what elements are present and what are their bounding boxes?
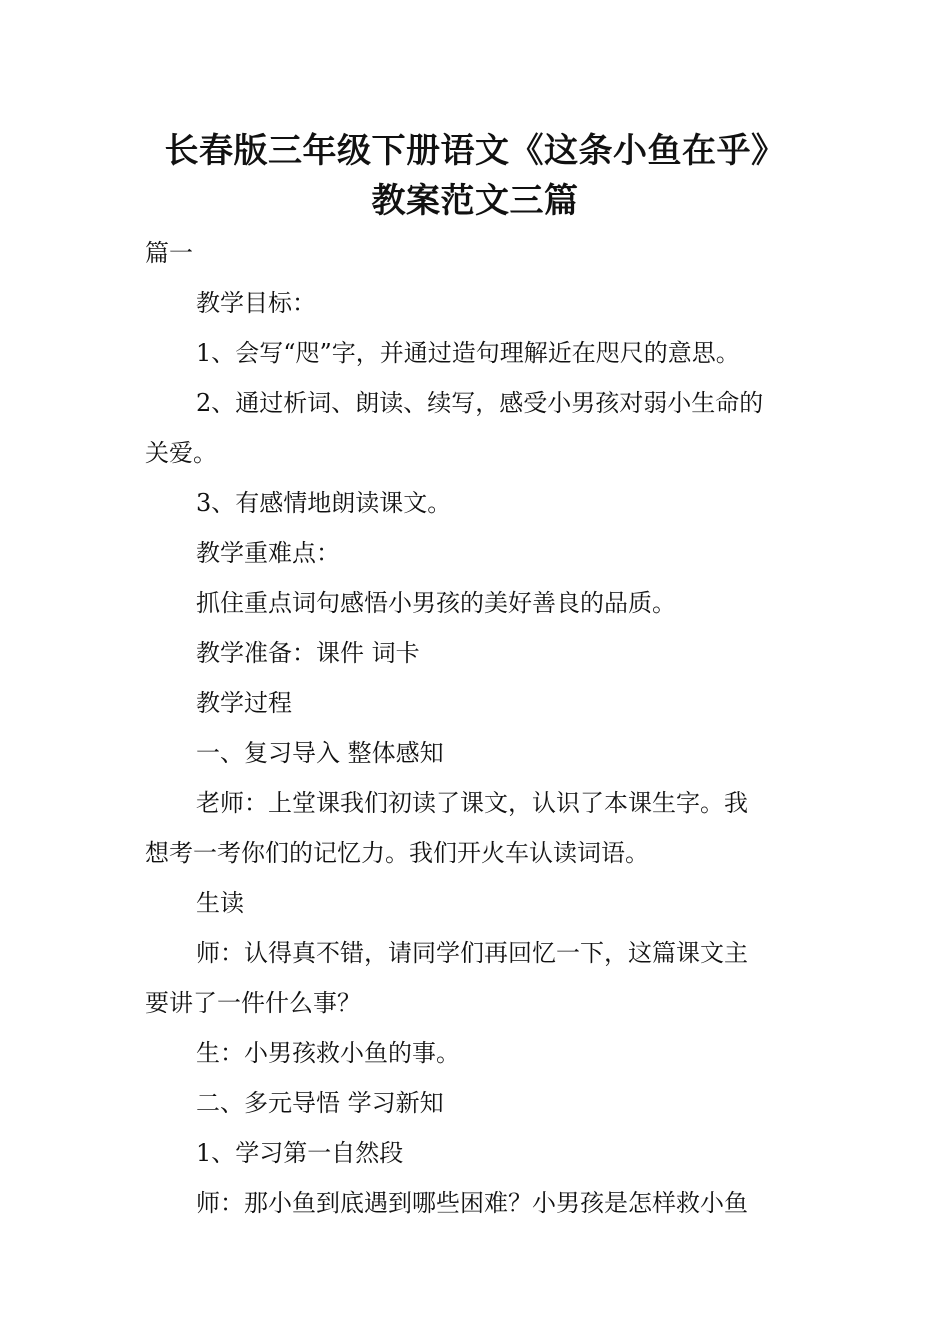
document-title-line-2: 教案范文三篇 [371, 181, 579, 221]
paragraph-line: 生读 [196, 889, 244, 917]
paragraph-line: 关爱。 [145, 439, 217, 467]
paragraph-line: 二、多元导悟 学习新知 [196, 1089, 444, 1117]
paragraph-line: 3、有感情地朗读课文。 [196, 489, 452, 517]
paragraph-line: 教学过程 [196, 689, 292, 717]
paragraph-line: 老师：上堂课我们初读了课文，认识了本课生字。我 [196, 789, 748, 817]
paragraph-line: 要讲了一件什么事？ [145, 989, 361, 1017]
paragraph-line: 1、学习第一自然段 [196, 1139, 404, 1167]
paragraph-line: 教学目标： [196, 289, 316, 317]
paragraph-line: 生：小男孩救小鱼的事。 [196, 1039, 460, 1067]
paragraph-line: 想考一考你们的记忆力。我们开火车认读词语。 [145, 839, 649, 867]
section-heading: 篇一 [145, 239, 193, 267]
paragraph-line: 一、复习导入 整体感知 [196, 739, 444, 767]
paragraph-line: 抓住重点词句感悟小男孩的美好善良的品质。 [196, 589, 676, 617]
paragraph-line: 2、通过析词、朗读、续写，感受小男孩对弱小生命的 [196, 389, 764, 417]
document-body [145, 228, 810, 1228]
paragraph-line: 师：认得真不错，请同学们再回忆一下，这篇课文主 [196, 939, 748, 967]
document-title-line-1: 长春版三年级下册语文《这条小鱼在乎》 [164, 131, 786, 171]
paragraph-line: 教学重难点： [196, 539, 340, 567]
paragraph-line: 1、会写“咫”字，并通过造句理解近在咫尺的意思。 [196, 339, 740, 367]
paragraph-line: 教学准备：课件 词卡 [196, 639, 420, 667]
paragraph-line: 师：那小鱼到底遇到哪些困难？小男孩是怎样救小鱼 [196, 1189, 748, 1217]
